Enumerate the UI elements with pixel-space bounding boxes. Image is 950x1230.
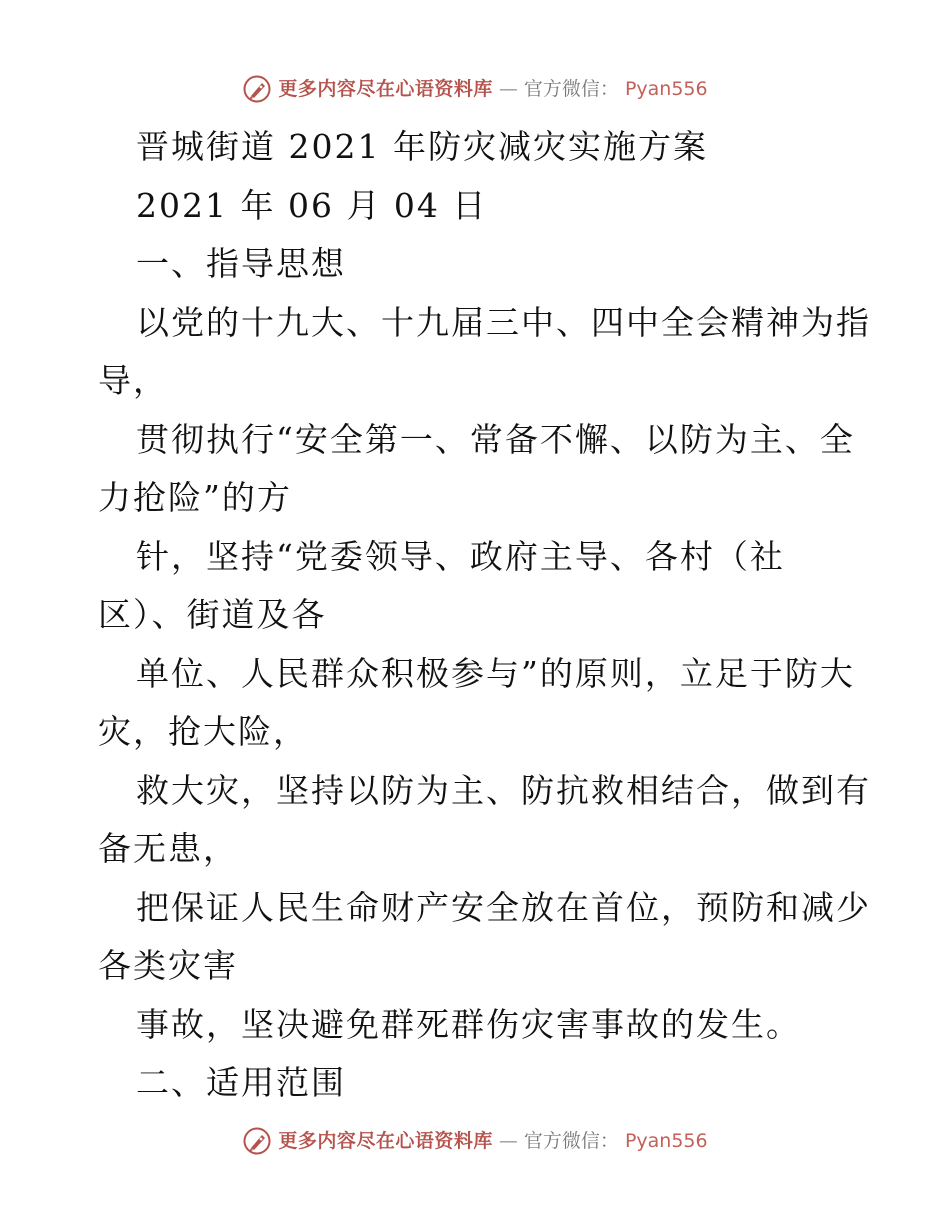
watermark-main-text: 更多内容尽在心语资料库	[278, 1130, 493, 1152]
paragraph-line: 力抢险”的方	[98, 478, 292, 517]
document-title: 晋城街道 2021 年防灾减灾实施方案	[136, 127, 708, 166]
section-heading-1: 一、指导思想	[136, 244, 346, 283]
section-heading-2: 二、适用范围	[136, 1063, 346, 1102]
header-watermark	[0, 74, 950, 104]
paragraph-line: 区）、街道及各	[98, 595, 327, 634]
paragraph-line: 备无患，	[98, 829, 238, 868]
paragraph-line: 把保证人民生命财产安全放在首位，预防和减少	[136, 887, 871, 927]
watermark-separator: —	[498, 78, 518, 100]
watermark-wechat-id: Pyan556	[624, 78, 708, 100]
paragraph-line: 事故，坚决避免群死群伤灾害事故的发生。	[136, 1004, 801, 1044]
document-date: 2021 年 06 月 04 日	[136, 185, 488, 225]
footer-watermark	[0, 1126, 950, 1156]
paragraph-line: 单位、人民群众积极参与”的原则，立足于防大	[136, 653, 855, 693]
document-body	[98, 118, 871, 1113]
paragraph-line: 各类灾害	[98, 946, 238, 985]
paragraph-line: 救大灾，坚持以防为主、防抗救相结合，做到有	[136, 770, 871, 810]
watermark-main-text: 更多内容尽在心语资料库	[278, 78, 493, 100]
paragraph-line: 灾，抢大险，	[98, 712, 308, 751]
paragraph-line: 贯彻执行“安全第一、常备不懈、以防为主、全	[136, 419, 855, 459]
watermark-official-label: 官方微信：	[523, 78, 619, 100]
paragraph-line: 导，	[98, 361, 168, 400]
paragraph-line: 针，坚持“党委领导、政府主导、各村（社	[136, 536, 785, 576]
watermark-official-label: 官方微信：	[523, 1130, 619, 1152]
watermark-wechat-id: Pyan556	[624, 1130, 708, 1152]
pen-nib-icon	[242, 74, 272, 104]
paragraph-line: 以党的十九大、十九届三中、四中全会精神为指	[136, 302, 871, 342]
watermark-separator: —	[498, 1130, 518, 1152]
pen-nib-icon	[242, 1126, 272, 1156]
